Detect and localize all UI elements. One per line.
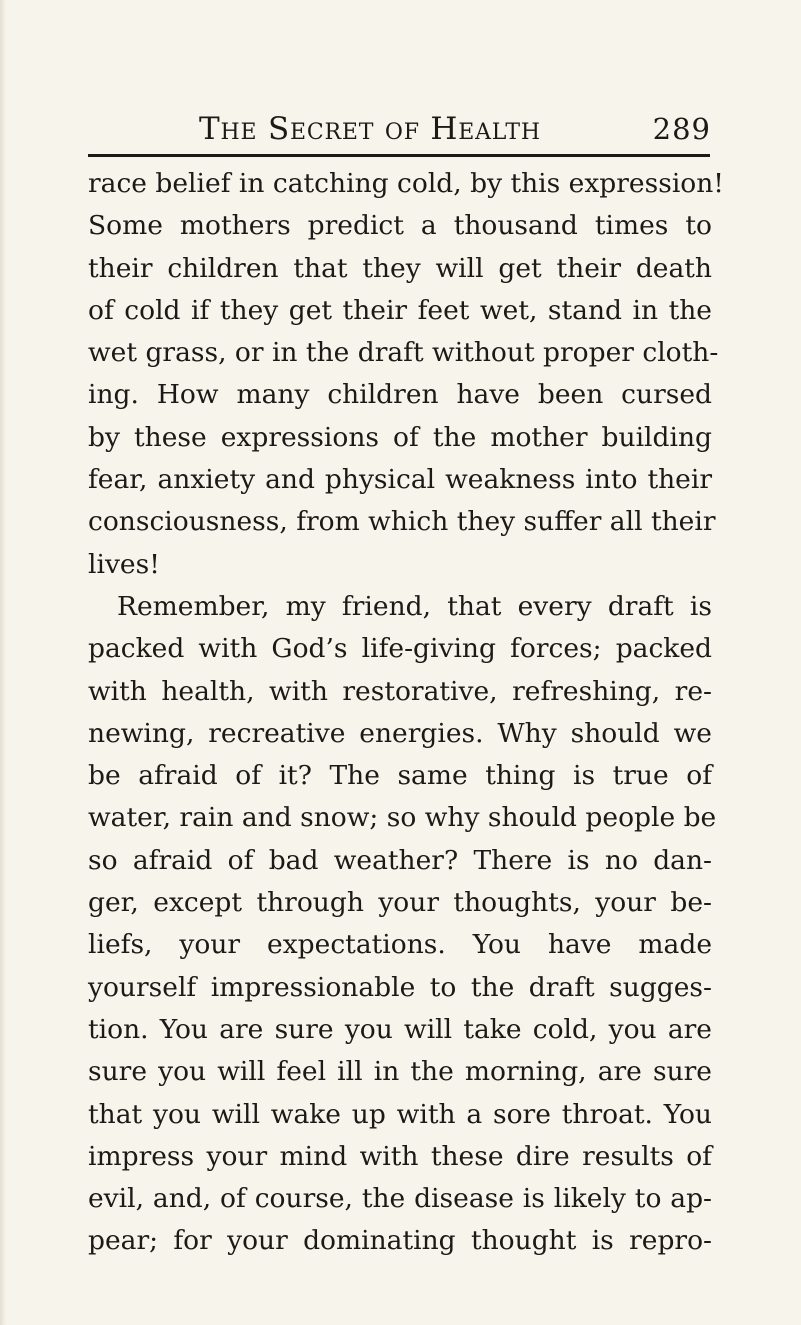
- running-header: [199, 111, 711, 147]
- text-line: yourself impressionable to the draft sugges-: [88, 971, 712, 1003]
- text-line: by these expressions of the mother building: [88, 421, 712, 453]
- page-edge-shadow: [0, 0, 6, 1325]
- text-line: ing. How many children have been cursed: [88, 379, 712, 411]
- text-line: be afraid of it? The same thing is true of: [88, 760, 712, 792]
- text-line: sure you will feel ill in the morning, are sure: [88, 1056, 712, 1088]
- text-line: so afraid of bad weather? There is no dan-: [88, 844, 712, 876]
- text-line: consciousness, from which they suffer all their: [88, 506, 716, 538]
- text-line: with health, with restorative, refreshing, re-: [88, 675, 712, 707]
- text-line: impress your mind with these dire results of: [88, 1140, 712, 1172]
- text-line: tion. You are sure you will take cold, you are: [88, 1013, 712, 1045]
- body-text: [88, 163, 724, 1283]
- text-line: Remember, my friend, that every draft is: [117, 590, 712, 622]
- text-line: evil, and, of course, the disease is likely to ap-: [88, 1183, 712, 1215]
- header-rule: [88, 154, 710, 157]
- text-line: of cold if they get their feet wet, stand in the: [88, 294, 712, 326]
- text-line: race belief in catching cold, by this expression!: [88, 168, 724, 199]
- running-title: The Secret of Health: [199, 111, 541, 147]
- text-line: ger, except through your thoughts, your be-: [88, 887, 712, 919]
- text-line: wet grass, or in the draft without proper cloth-: [88, 337, 719, 369]
- text-line: that you will wake up with a sore throat. You: [88, 1098, 712, 1130]
- text-line: packed with God’s life-giving forces; packed: [88, 633, 712, 665]
- text-line: water, rain and snow; so why should people be: [88, 802, 717, 834]
- text-line: fear, anxiety and physical weakness into their: [88, 464, 712, 496]
- text-line: pear; for your dominating thought is repro-: [88, 1225, 712, 1257]
- text-line: Some mothers predict a thousand times to: [88, 210, 712, 242]
- text-line: their children that they will get their death: [88, 252, 712, 284]
- page-number: 289: [652, 112, 711, 146]
- text-line: newing, recreative energies. Why should we: [88, 717, 712, 749]
- text-line: lives!: [88, 548, 160, 580]
- text-line: liefs, your expectations. You have made: [88, 929, 712, 961]
